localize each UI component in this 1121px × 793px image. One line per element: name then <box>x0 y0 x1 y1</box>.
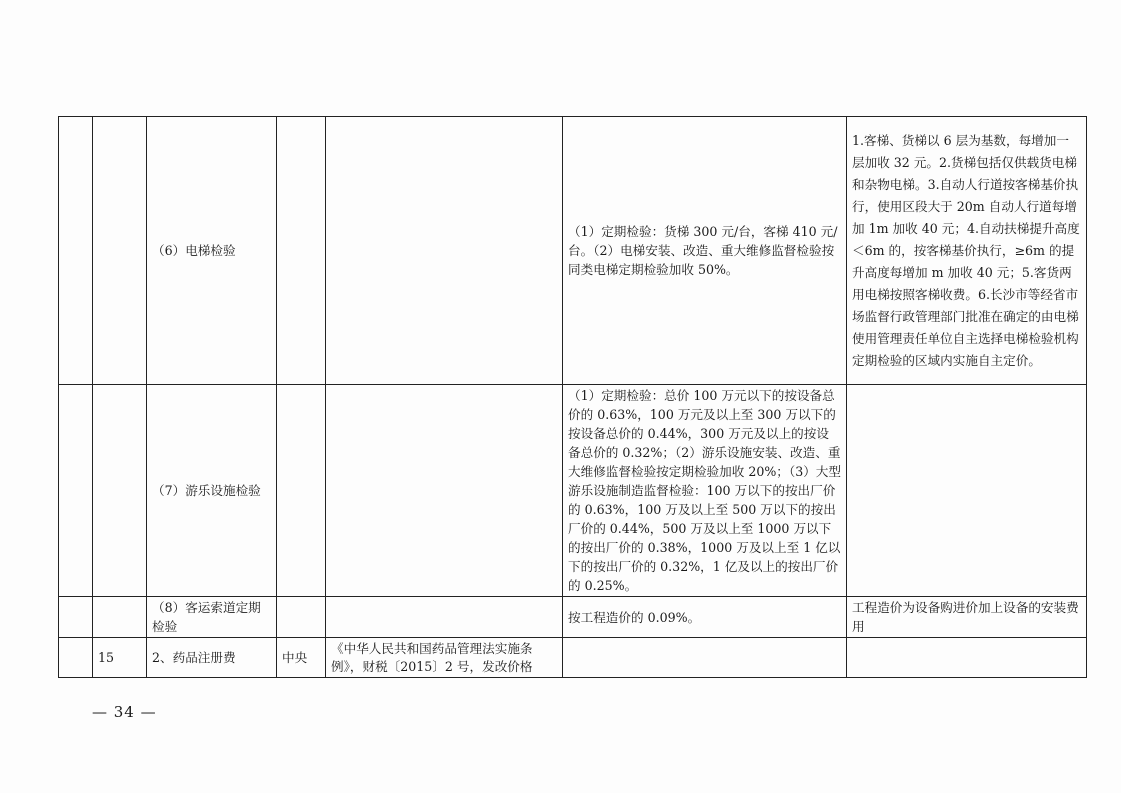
department-cell <box>277 385 326 597</box>
basis-cell: 《中华人民共和国药品管理法实施条例》，财税〔2015〕2 号，发改价格 <box>326 638 563 678</box>
note-cell: 1.客梯、货梯以 6 层为基数，每增加一层加收 32 元。2.货梯包括仅供载货电梯和杂物电梯。3.自动人行道按客梯基价执行，使用区段大于 20m 自动人行道每增加 1m 加收 40 元；4.自动扶梯提升高度＜6m 的，按客梯基价执行，≥6m 的提升高度每增加 m 加收 40 元；5.客货两用电梯按照客梯收费。6.长沙市等经省市场监督行政管理部门批准在确定的由电梯使用管理责任单位自主选择电梯检验机构定期检验的区域内实施自主定价。 <box>847 117 1087 385</box>
table-row-elevator-inspection <box>59 117 1087 385</box>
sequence-cell <box>93 117 147 385</box>
standard-cell: 按工程造价的 0.09%。 <box>563 597 847 638</box>
sequence-cell <box>93 597 147 638</box>
note-cell <box>847 638 1087 678</box>
blank-cell <box>59 638 93 678</box>
basis-cell <box>326 117 563 385</box>
basis-cell <box>326 385 563 597</box>
table-row-drug-registration <box>59 638 1087 678</box>
sequence-cell <box>93 385 147 597</box>
fee-schedule-table <box>58 116 1087 678</box>
standard-cell: （1）定期检验：总价 100 万元以下的按设备总价的 0.63%，100 万元及以上至 300 万以下的按设备总价的 0.44%，300 万元及以上的按设备总价的 0.32%；（2）游乐设施安装、改造、重大维修监督检验按定期检验加收 20%；（3）大型游乐设施制造监督检验：100 万以下的按出厂价的 0.63%，100 万及以上至 500 万以下的按出厂价的 0.44%，500 万及以上至 1000 万以下的按出厂价的 0.38%，1000 万及以上至 1 亿以下的按出厂价的 0.32%，1 亿及以上的按出厂价的 0.25%。 <box>563 385 847 597</box>
item-cell: 2、药品注册费 <box>147 638 277 678</box>
blank-cell <box>59 597 93 638</box>
item-cell: （7）游乐设施检验 <box>147 385 277 597</box>
basis-cell <box>326 597 563 638</box>
table-row-ride-inspection <box>59 385 1087 597</box>
blank-cell <box>59 385 93 597</box>
standard-cell <box>563 638 847 678</box>
blank-cell <box>59 117 93 385</box>
department-cell: 中央 <box>277 638 326 678</box>
department-cell <box>277 117 326 385</box>
department-cell <box>277 597 326 638</box>
item-cell: （8）客运索道定期检验 <box>147 597 277 638</box>
table-row-ropeway-inspection <box>59 597 1087 638</box>
page-number: — 34 — <box>92 703 157 721</box>
standard-cell: （1）定期检验：货梯 300 元/台，客梯 410 元/台。（2）电梯安装、改造、重大维修监督检验按同类电梯定期检验加收 50%。 <box>563 117 847 385</box>
sequence-cell: 15 <box>93 638 147 678</box>
note-cell: 工程造价为设备购进价加上设备的安装费用 <box>847 597 1087 638</box>
note-cell <box>847 385 1087 597</box>
item-cell: （6）电梯检验 <box>147 117 277 385</box>
